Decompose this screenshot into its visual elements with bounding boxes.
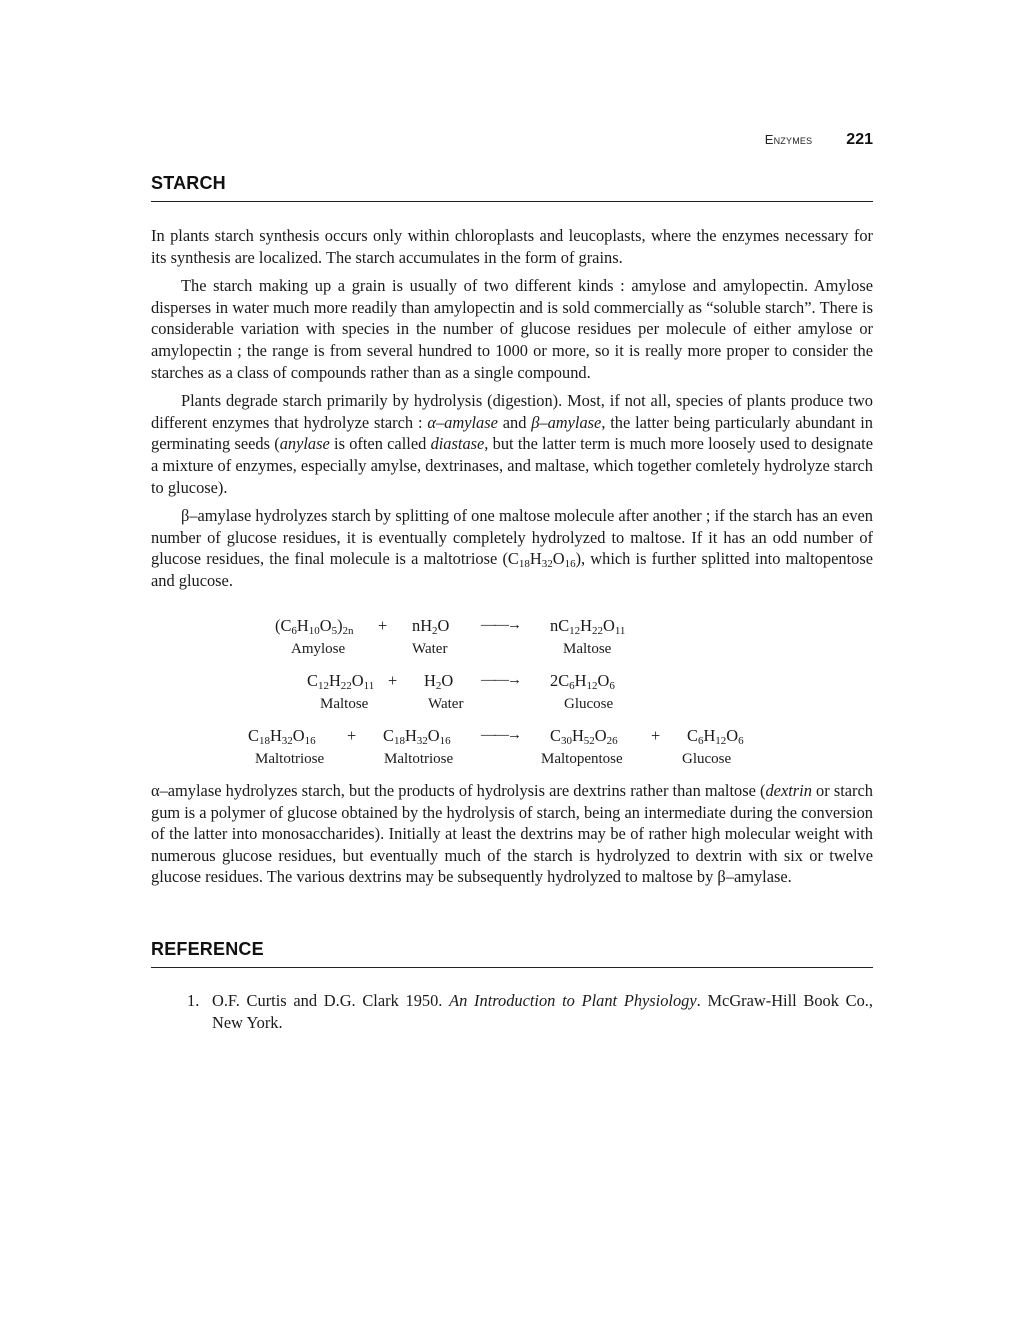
paragraph-2: The starch making up a grain is usually of two different kinds : amylose and amylopectin. Amylose disperses in water much more readily than amylopectin and is sold commercially as “soluble starch”. There is considerable variation with species in the number of glucose residues per molecule of either amylose or amylopectin ; the range is from several hundred to 1000 or more, so it is really more proper to consider the starches as a class of compounds rather than as a single compound. [151, 276, 873, 382]
paragraph-3 [151, 390, 873, 498]
text-run: or starch gum is a polymer of glucose obtained by the hydrolysis of starch, being an intermediate during the conversion of the latter into monosaccharides). Initially at least the dextrins may be of rather high molecular weight with numerous glucose residues, but eventually much of the starch is hydrolyzed to dextrin with six or twelve glucose residues. The various dextrins may be subsequently hydrolyzed to maltose by β–amylase. [151, 781, 873, 887]
section-heading-reference: REFERENCE [151, 939, 873, 968]
eq3-plus-1: + [347, 726, 357, 745]
eq2-reactant-maltose: $C_{12}H_{22}O_{11}$ [307, 671, 375, 692]
alpha-amylase-term: α–amylase [427, 412, 498, 432]
text-run: α–amylase hydrolyzes starch, but the products of hydrolysis are dextrins rather than maltose ( [151, 781, 766, 800]
eq2-label-glucose: Glucose [564, 696, 614, 712]
eq3-reactant-maltotriose-2: $C_{18}H_{32}O_{16}$ [383, 726, 451, 747]
text-run: is often called [329, 434, 431, 454]
paragraph-5 [151, 780, 873, 888]
eq1-reactant-amylose: $(C_6H_{10}O_5)_{2n}$ [275, 616, 354, 637]
eq2-product-glucose: $2C_6H_{12}O_6$ [550, 671, 615, 692]
page-number: 221 [846, 131, 873, 148]
eq2-label-maltose: Maltose [320, 696, 369, 712]
reference-item [187, 990, 873, 1033]
reference-authors: O.F. Curtis and D.G. Clark 1950. [212, 991, 450, 1010]
text-run: , the latter being particularly abundant in germinating seeds ( [151, 412, 873, 454]
eq1-label-maltose: Maltose [563, 641, 612, 657]
starch-body-lower [151, 780, 873, 895]
subscript: 16 [564, 558, 576, 571]
eq3-label-maltotriose-1: Maltotriose [255, 751, 325, 767]
eq2-plus: + [388, 671, 398, 690]
eq2-reactant-water: $H_2O$ [424, 671, 454, 692]
diastase-term: diastase, [430, 434, 489, 454]
eq3-plus-2: + [651, 726, 661, 745]
running-head [765, 131, 873, 153]
text-run: ), which is further splitted into maltopentose and glucose. [151, 549, 873, 590]
eq2-label-water: Water [428, 696, 464, 712]
chapter-title: Enzymes [764, 132, 813, 147]
dextrin-term: dextrin [765, 781, 812, 800]
reference-title: An Introduction to Plant Physiology [449, 991, 697, 1010]
subscript: 32 [541, 558, 553, 571]
eq2-arrow-icon: ——→ [481, 672, 520, 688]
eq3-label-maltotriose-2: Maltotriose [384, 751, 454, 767]
text-run: and [497, 412, 532, 432]
eq1-label-amylose: Amylose [291, 641, 346, 657]
text-run: H [529, 549, 542, 569]
eq3-product-maltopentose: $C_{30}H_{52}O_{26}$ [550, 726, 618, 747]
eq1-reactant-water: $nH_2O$ [412, 616, 450, 637]
eq3-label-glucose: Glucose [682, 751, 732, 767]
eq1-label-water: Water [412, 641, 448, 657]
paragraph-1: In plants starch synthesis occurs only within chloroplasts and leucoplasts, where the enzymes necessary for its synthesis are localized. The starch accumulates in the form of grains. [151, 226, 873, 267]
anylase-term: anylase [279, 434, 330, 454]
starch-body-upper [151, 225, 873, 599]
text-run: but the latter term is much more loosely used to designate a mixture of enzymes, especially amylse, dextrinases, and maltase, which together comletely hydrolyze starch to glucose). [151, 434, 874, 497]
eq3-label-maltopentose: Maltopentose [541, 751, 623, 767]
reference-text [212, 990, 873, 1033]
reference-number: 1. [187, 991, 200, 1010]
text-run: Plants degrade starch primarily by hydrolysis (digestion). Most, if not all, species of plants produce two different enzymes that hydrolyze starch : [151, 391, 873, 432]
subscript: 18 [518, 558, 530, 571]
section-heading-starch: STARCH [151, 173, 873, 202]
reference-publisher: . McGraw-Hill Book Co., New York. [212, 991, 873, 1032]
eq1-product-maltose: $nC_{12}H_{22}O_{11}$ [550, 616, 626, 637]
eq1-arrow-icon: ——→ [481, 617, 520, 633]
text-run: O [552, 549, 565, 569]
eq3-product-glucose: $C_6H_{12}O_6$ [687, 726, 744, 747]
beta-amylase-term: β–amylase [531, 412, 602, 432]
text-run: β–amylase hydrolyzes starch by splitting of one maltose molecule after another ; if the starch has an even number of glucose residues, it is eventually completely hydrolyzed to maltose. If it has an odd number of glucose residues, the final molecule is a maltotriose (C [151, 506, 873, 569]
eq1-plus: + [378, 616, 388, 635]
eq3-arrow-icon: ——→ [481, 727, 520, 743]
paragraph-4 [151, 505, 873, 591]
eq3-reactant-maltotriose-1: $C_{18}H_{32}O_{16}$ [248, 726, 316, 747]
